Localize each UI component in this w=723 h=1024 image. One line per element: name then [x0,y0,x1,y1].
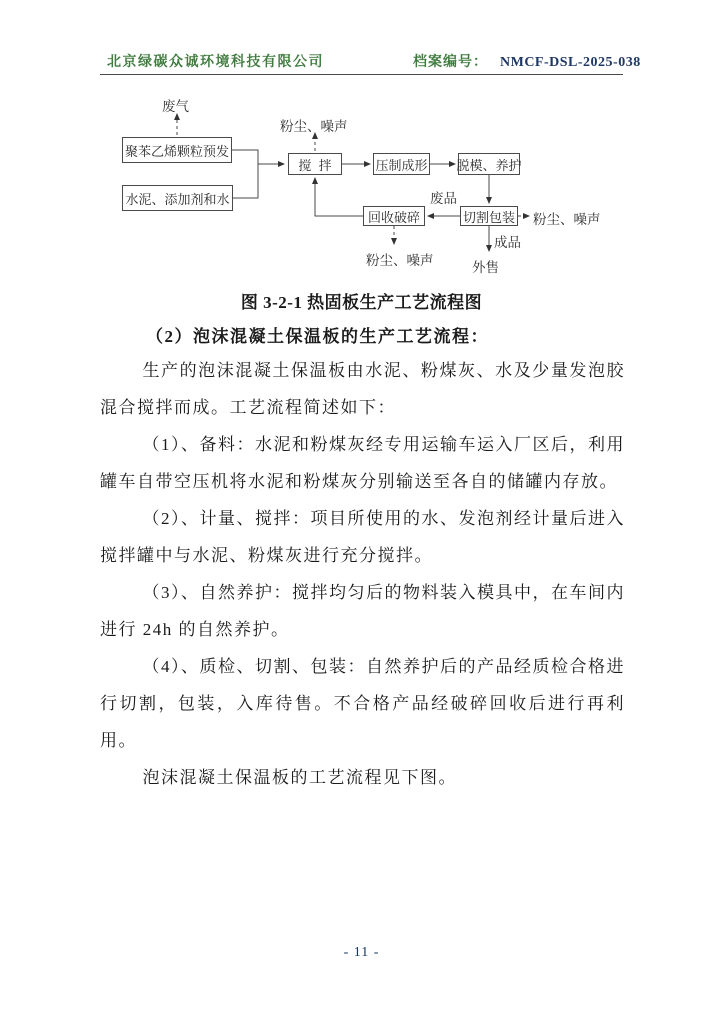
header-archive [413,51,641,71]
flow-box-mixing: 搅 拌 [288,153,342,175]
flow-label-dust-noise-top: 粉尘、噪声 [280,119,348,134]
flow-box-cut-pack: 切割包装 [460,206,518,226]
paragraph: 泡沫混凝土保温板的工艺流程见下图。 [142,768,457,787]
body-text [100,352,625,796]
paragraph: （2）、计量、搅拌：项目所使用的水、发泡剂经计量后进入搅拌罐中与水泥、粉煤灰进行充分搅拌。 [100,509,625,565]
flow-label-sale: 外售 [472,260,499,275]
paragraph: （1）、备料：水泥和粉煤灰经专用运输车运入厂区后，利用罐车自带空压机将水泥和粉煤灰分别输送至各自的储罐内存放。 [100,435,625,491]
flow-label-dust-noise-bottom: 粉尘、噪声 [366,253,434,268]
process-flowchart [100,93,640,281]
flow-label-scrap: 废品 [430,191,457,206]
paragraph: （3）、自然养护：搅拌均匀后的物料装入模具中，在车间内进行 24h 的自然养护。 [100,583,625,639]
section-heading: （2）泡沫混凝土保温板的生产工艺流程： [146,327,489,346]
page-number: - 11 - [343,945,380,960]
flow-label-dust-noise-right: 粉尘、噪声 [533,212,601,227]
archive-number-value: NMCF-DSL-2025-038 [500,55,641,70]
flow-box-pre-expand: 聚苯乙烯颗粒预发 [122,137,232,163]
flow-box-recycle-crush: 回收破碎 [363,206,425,226]
figure-caption: 图 3-2-1 热固板生产工艺流程图 [240,293,483,312]
paragraph: 生产的泡沫混凝土保温板由水泥、粉煤灰、水及少量发泡胶混合搅拌而成。工艺流程简述如下： [100,361,625,417]
header-divider [100,74,623,75]
flow-label-finished: 成品 [494,235,521,250]
flow-box-cement-water: 水泥、添加剂和水 [122,185,233,211]
flow-label-waste-gas: 废气 [162,99,189,114]
flow-box-demold-cure: 脱模、养护 [458,153,520,175]
flow-box-pressing: 压制成形 [373,153,430,175]
archive-number-label: 档案编号： [413,55,488,70]
header-company-name: 北京绿碳众诚环境科技有限公司 [107,55,324,70]
paragraph: （4）、质检、切割、包装：自然养护后的产品经质检合格进行切割，包装，入库待售。不合格产品经破碎回收后进行再利用。 [100,657,625,750]
